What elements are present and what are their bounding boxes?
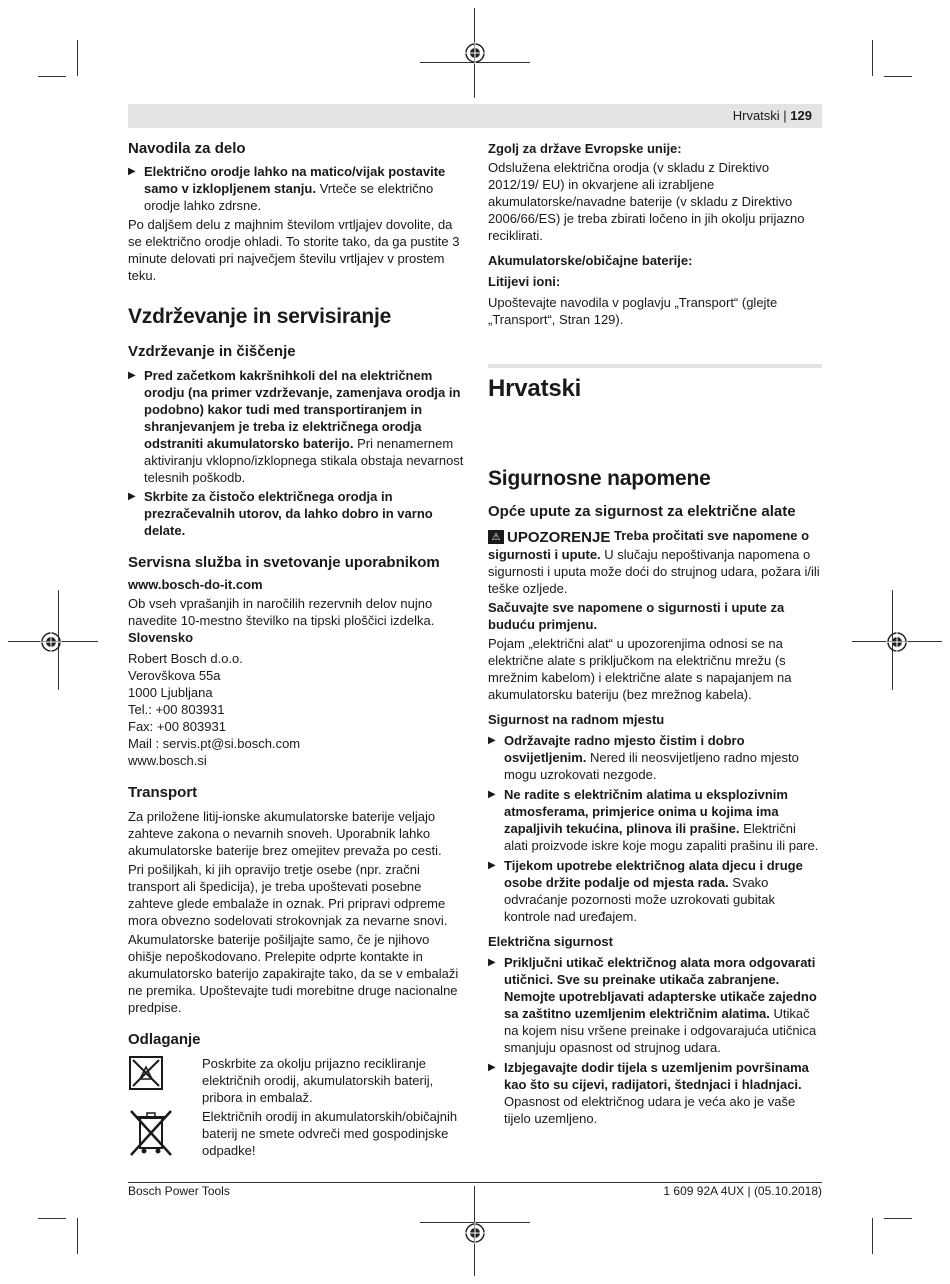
- country-label: Slovensko: [128, 630, 194, 645]
- page-number: 129: [790, 108, 812, 123]
- right-column: [488, 140, 822, 328]
- address-line: Fax: +00 803931: [128, 719, 226, 734]
- subsection-title: Transport: [128, 784, 198, 801]
- bullet-text: Nered ili neosvijetljeno radno mjesto mogu uzrokovati nezgode.: [504, 749, 799, 782]
- registration-mark-icon: [464, 1222, 486, 1244]
- section-title-vzdrzevanje: Vzdrževanje in servisiranje: [128, 305, 392, 328]
- warning-body-text: U slučaju nepoštivanja napomena o sigurnosti i uputa može doći do strujnog udara, požara i/ili teške ozljede.: [488, 546, 820, 596]
- warning-text: UPOZORENJE: [507, 528, 611, 546]
- header-section: Hrvatski: [732, 108, 780, 123]
- subsection-title: Servisna služba in svetovanje uporabnikom: [128, 554, 440, 571]
- crop-mark: [884, 76, 912, 77]
- section-title-sigurnosne: Sigurnosne napomene: [488, 467, 711, 490]
- registration-mark-icon: [40, 631, 62, 653]
- service-website: www.bosch-do-it.com: [128, 577, 263, 592]
- right-column-lower: [488, 374, 822, 1127]
- bullet-text: Vrteče se električno orodje lahko zdrsne.: [144, 181, 434, 213]
- registration-mark-icon: [886, 631, 908, 653]
- bullet-item: [128, 488, 464, 539]
- save-instructions-note: Sačuvajte sve napomene o sigurnosti i upute za buduću primjenu.: [488, 599, 785, 632]
- crossed-out-bin-icon: [128, 1108, 202, 1162]
- address-line: Verovškova 55a: [128, 668, 221, 683]
- lithium-heading: Litijevi ioni:: [488, 274, 561, 289]
- language-title: Hrvatski: [488, 375, 582, 402]
- bullet-text: Utikač na kojem nisu vršene preinake i odgovarajuća utičnica smanjuju opasnost od strujnog udara.: [504, 1005, 817, 1055]
- bullet-item: [488, 954, 822, 1056]
- bullet-item: [128, 163, 464, 214]
- subsection-title: Odlaganje: [128, 1031, 201, 1048]
- footer-brand: Bosch Power Tools: [128, 1184, 230, 1198]
- address-block: [128, 650, 464, 769]
- battery-heading: Akumulatorske/običajne baterije:: [488, 253, 693, 268]
- warning-strong-text: Treba pročitati sve napomene o sigurnosti i upute.: [488, 528, 810, 562]
- bullet-text: Opasnost od električnog udara je veća ako je vaše tijelo uzemljeno.: [504, 1093, 796, 1126]
- bullet-strong-text: Pred začetkom kakršnihkoli del na električnem orodju (na primer vzdrževanje, zamenjava orodja in podobno) kakor tudi med transportiranjem in shranjevanjem je treba iz električnega orodja odstraniti akumulatorsko baterijo.: [144, 368, 461, 451]
- bullet-item: [488, 732, 822, 783]
- bullet-item: [488, 786, 822, 854]
- disposal-row: [128, 1055, 464, 1106]
- crop-mark: [77, 40, 78, 76]
- warning-block: [488, 527, 822, 597]
- crop-mark: [38, 76, 66, 77]
- bullet-text: Električni alati proizvode iskre koje mogu zapaliti prašinu ili pare.: [504, 820, 819, 853]
- section-heading-navodila: Navodila za delo: [128, 140, 246, 157]
- crop-mark: [77, 1218, 78, 1254]
- paragraph: Ob vseh vprašanjih in naročilih rezervnih delov nujno navedite 10-mestno številko na tipski ploščici izdelka.: [128, 596, 435, 628]
- section-divider: [488, 364, 822, 368]
- crop-mark: [884, 1218, 912, 1219]
- paragraph: Poskrbite za okolju prijazno recikliranje električnih orodij, akumulatorskih baterij, pribora in embalaž.: [202, 1056, 434, 1105]
- subsection-title: Opće upute za sigurnost za električne alate: [488, 503, 796, 520]
- eu-heading: Zgolj za države Evropske unije:: [488, 141, 682, 156]
- bullet-text: Svako odvraćanje pozornosti može uzrokovati gubitak kontrole nad uređajem.: [504, 874, 775, 924]
- footer-divider: [128, 1182, 822, 1183]
- crop-mark: [872, 1218, 873, 1254]
- subsection-title: Električna sigurnost: [488, 933, 613, 949]
- address-line: Tel.: +00 803931: [128, 702, 225, 717]
- paragraph: Za priložene litij-ionske akumulatorske baterije veljajo zahteve zakona o nevarnih snoveh. Uporabnik lahko akumulatorske baterije brez omejitev prevaža po cesti.: [128, 809, 442, 858]
- bullet-strong-text: Skrbite za čistočo električnega orodja in prezračevalnih utorov, da lahko dobro in varno delate.: [144, 489, 433, 538]
- subsection-title: Sigurnost na radnom mjestu: [488, 711, 665, 727]
- bullet-item: [488, 857, 822, 925]
- bullet-strong-text: Priključni utikač električnog alata mora odgovarati utičnici. Sve su preinake utikača zabranjene. Nemojte upotrebljavati adapterske utikače zajedno sa zaštitno uzemljenim električnim alatima.: [504, 954, 817, 1021]
- bullet-strong-text: Održavajte radno mjesto čistim i dobro osvijetljenim.: [504, 732, 745, 765]
- address-line: www.bosch.si: [128, 753, 207, 768]
- paragraph: Po daljšem delu z majhnim številom vrtljajev dovolite, da se električno orodje ohladi. To storite tako, da ga pustite 3 minute delovati pri največjem številu vrtljajev v prostem teku.: [128, 217, 460, 283]
- bullet-strong-text: Električno orodje lahko na matico/vijak postavite samo v izklopljenem stanju.: [144, 164, 446, 196]
- footer-document-code: 1 609 92A 4UX | (05.10.2018): [663, 1184, 822, 1198]
- crop-mark: [872, 40, 873, 76]
- bullet-strong-text: Tijekom upotrebe električnog alata djecu i druge osobe držite podalje od mjesta rada.: [504, 857, 803, 890]
- paragraph: Električnih orodij in akumulatorskih/običajnih baterij ne smete odvreči med gospodinjske odpadke!: [202, 1109, 458, 1158]
- paragraph: Akumulatorske baterije pošiljajte samo, če je njihovo ohišje nepoškodovano. Prelepite odprte kontakte in akumulatorsko baterijo zapakirajte tako, da se v embalaži ne premika. Upoštevajte tudi morebitne druge nacionalne predpise.: [128, 932, 459, 1015]
- address-line: Robert Bosch d.o.o.: [128, 651, 243, 666]
- paragraph: Pri pošiljkah, ki jih opravijo tretje osebe (npr. zračni transport ali špedicija), je treba upoštevati posebne zahteve glede embalaže in oznak. Pri pripravi odpreme mora obvezno sodelovati strokovnjak za nevarne snovi.: [128, 862, 448, 928]
- bullet-strong-text: Izbjegavajte dodir tijela s uzemljenim površinama kao što su cijevi, radijatori, štednjaci i hladnjaci.: [504, 1059, 809, 1092]
- subsection-title: Vzdrževanje in čiščenje: [128, 343, 296, 360]
- registration-mark-icon: [464, 42, 486, 64]
- warning-label: [488, 529, 610, 546]
- address-line: 1000 Ljubljana: [128, 685, 213, 700]
- paragraph: Pojam „električni alat“ u upozorenjima odnosi se na električne alate s priključkom na električnu mrežu (s mrežnim kabelom) i električne alate s napajanjem na akumulatorsku bateriju (bez mrežnog kabela).: [488, 635, 792, 702]
- bullet-strong-text: Ne radite s električnim alatima u eksplozivnim atmosferama, primjerice onima u kojima ima zapaljivih tekućina, plinova ili prašine.: [504, 786, 788, 836]
- address-line: Mail : servis.pt@si.bosch.com: [128, 736, 301, 751]
- left-column: [128, 140, 464, 1162]
- bullet-text: Pri nenamernem aktiviranju vklopno/izklopnega stikala obstaja nevarnost telesnih poškodb.: [144, 436, 464, 485]
- warning-triangle-icon: ⚠: [488, 530, 504, 544]
- bullet-item: [488, 1059, 822, 1127]
- header-separator: |: [779, 108, 791, 123]
- paragraph: Upoštevajte navodila v poglavju „Transport“ (glejte „Transport“, Stran 129).: [488, 295, 778, 327]
- page-header: [128, 104, 822, 128]
- disposal-row: [128, 1108, 464, 1162]
- crop-mark: [38, 1218, 66, 1219]
- paragraph: Odslužena električna orodja (v skladu z Direktivo 2012/19/ EU) in okvarjene ali izrabljene akumulatorske/navadne baterije (v skladu z Direktivo 2006/66/ES) je treba zbirati ločeno in jih okolju prijazno reciklirati.: [488, 160, 805, 243]
- header-label: [733, 108, 812, 123]
- bullet-item: [128, 367, 464, 486]
- recycle-packaging-icon: [128, 1055, 202, 1106]
